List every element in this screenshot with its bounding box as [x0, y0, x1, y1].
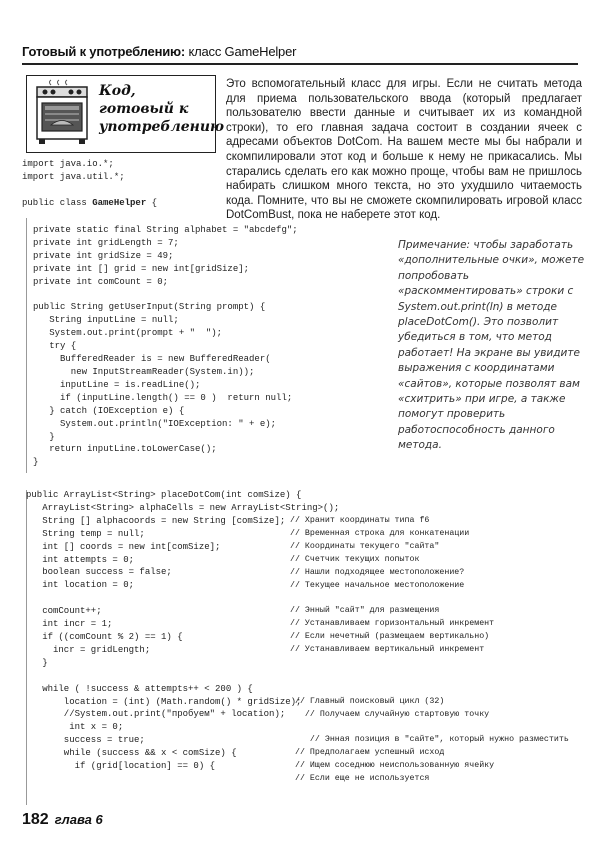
header-bold: Готовый к употреблению: [22, 44, 186, 59]
header-rule [22, 63, 578, 65]
code-comments-2: // Хранит координаты типа f6 // Временная строка для конкатенации // Координаты текущего "сайта" // Счетчик текущих попыток // Нашли подходящее местоположение? // Текущее начальное местоположение // Энный "сайт" для размещения // Устанавливаем горизонтальный инкремент // Если нечетный (размещаем вертикально) // Устанавливаем вертикальный инкремент // Главный поисковый цикл (32) // Получаем случайную стартовую точку // Энная позиция в "сайте", который нужно разместить // Предполагаем успешный исход // Ищем соседнюю неиспользованную ячейку // Если еще не используется [290, 516, 569, 784]
class-declaration [22, 197, 157, 210]
page-header [22, 44, 296, 59]
intro-paragraph: Это вспомогательный класс для игры. Если не считать метода для приема пользовательского ввода (который предлагает пользователю ввести данные и считывает их из командной строки), то его главная задача состоит в создании ячеек с адресами объектов DotCom. На вашем месте мы бы набрали и скомпилировали этот код и больше к нему не прикасались. Мы старались сделать его как можно проще, чтобы вам не пришлось набирать слишком много текста, но это ухудшило читаемость кода. Помните, что вы не сможете скомпилировать игровой класс DotComBust, пока не наберете этот код. [226, 78, 582, 222]
class-name: GameHelper [92, 198, 147, 208]
oven-icon [31, 79, 93, 147]
page-number: 182 [22, 811, 49, 828]
handwritten-note: Примечание: чтобы заработать «дополнительные очки», можете попробовать «раскомментировать» строки с System.out.print(ln) в методе placeDotCom(). Это позволит убедиться в том, что метод работает! На экране вы увидите выражения с координатами «сайтов», которые позволят вам «схитрить» при игре, а также помогут проверить работоспособность данного метода. [398, 239, 585, 452]
class-decl-suffix: { [146, 198, 158, 208]
ready-code-icon-box [26, 75, 225, 153]
imports-code: import java.io.*; import java.util.*; [22, 159, 125, 182]
page-footer [22, 811, 103, 829]
code-block-2: public ArrayList<String> placeDotCom(int comSize) { ArrayList<String> alphaCells = new ArrayList<String>(); String [] alphacoords = new String [comSize]; String temp = null; int [] coords = new int[comSize]; int attempts = 0; boolean success = false; int location = 0; comCount++; int incr = 1; if ((comCount % 2) == 1) { incr = gridLength; } while ( !success & attempts++ < 200 ) { location = (int) (Math.random() * gridSize); //System.out.print("пробуем" + location); int x = 0; success = true; while (success && x < comSize) { if (grid[location] == 0) { [26, 490, 340, 772]
code-block-1: private static final String alphabet = "abcdefg"; private int gridLength = 7; private int gridSize = 49; private int [] grid = new int[gridSize]; private int comCount = 0; public String getUserInput(String prompt) { String inputLine = null; System.out.print(prompt + " "); try { BufferedReader is = new BufferedReader( new InputStreamReader(System.in)); inputLine = is.readLine(); if (inputLine.length() == 0 ) return null; } catch (IOException e) { System.out.println("IOException: " + e); } return inputLine.toLowerCase(); } [33, 225, 298, 468]
chapter-label: глава 6 [54, 812, 103, 827]
header-rest: класс GameHelper [188, 44, 297, 59]
icon-title: Код, готовый к употреблению [99, 83, 225, 135]
code-bracket-1 [26, 218, 27, 473]
class-decl-prefix: public class [22, 198, 93, 208]
